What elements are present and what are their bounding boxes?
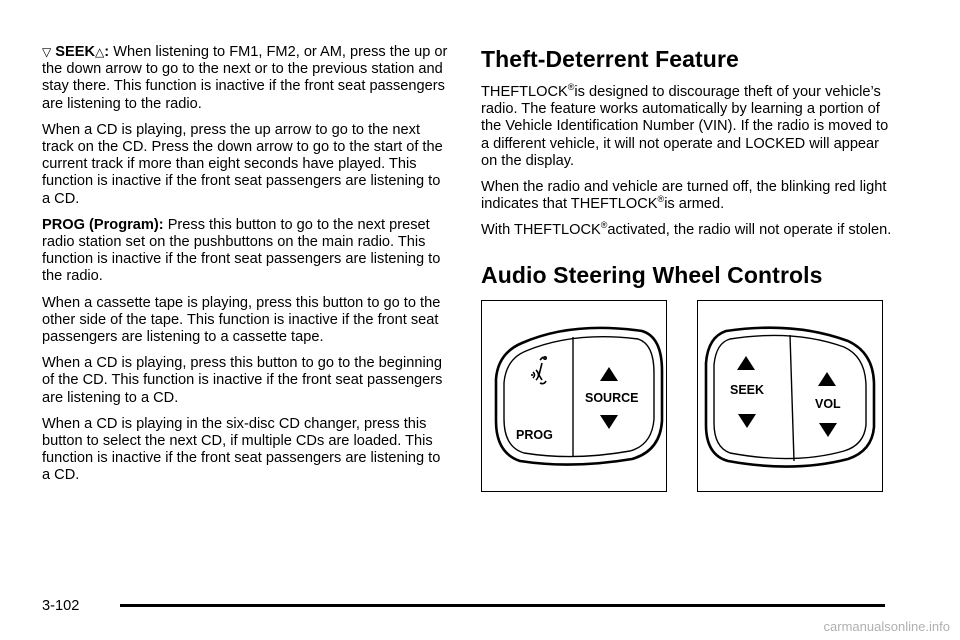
theftlock-text: is designed to discourage theft of your vehicle’s radio. The feature works automatically by learning a portion of the Vehicle Identification Number (VIN). If the radio is moved to a different vehicle, it will not operate and LOCKED will appear on the display. xyxy=(481,84,889,169)
blinking-light-paragraph xyxy=(481,179,893,213)
theftlock-paragraph xyxy=(481,84,893,170)
source-up-arrow-icon xyxy=(600,367,618,381)
seek-colon: : xyxy=(104,44,110,60)
right-control-pad-illustration xyxy=(698,301,882,491)
source-button-label: SOURCE xyxy=(585,390,639,405)
prog-text: Press this button to go to the next preset radio station set on the pushbuttons on the main radio. This function is inactive if the front seat passengers are listening to the radio. xyxy=(42,216,441,285)
prog-paragraph xyxy=(42,217,450,286)
registered-mark: ® xyxy=(567,82,575,92)
seek-paragraph xyxy=(42,44,450,113)
left-control-pad-illustration xyxy=(482,301,666,491)
seek-label: SEEK xyxy=(55,44,96,60)
seek-up-arrow-icon xyxy=(737,356,755,370)
theftlock-term: THEFTLOCK xyxy=(481,84,568,100)
seek-button-label: SEEK xyxy=(730,382,765,397)
blinking-light-text: When the radio and vehicle are turned off, the blinking red light indicates that THEFTLOCK xyxy=(481,179,887,213)
seek-down-arrow-icon xyxy=(738,414,756,428)
steering-controls-figures xyxy=(481,300,893,500)
changer-paragraph: When a CD is playing in the six-disc CD changer, press this button to select the next CD, if multiple CDs are loaded. This function is inactive if the front seat passengers are listening to a CD. xyxy=(42,415,441,484)
registered-mark: ® xyxy=(600,220,608,231)
seek-up-arrow-icon: △ xyxy=(95,45,105,59)
audio-controls-heading: Audio Steering Wheel Controls xyxy=(481,261,823,288)
seek-text: When listening to FM1, FM2, or AM, press the up or the down arrow to go to the next or to the previous station and stay there. This function is inactive if the front seat passengers are listening to the radio. xyxy=(42,44,448,112)
activated-text: activated, the radio will not operate if stolen. xyxy=(607,222,892,239)
cassette-paragraph: When a cassette tape is playing, press this button to go to the other side of the tape. This function is inactive if the front seat passengers are listening to a cassette tape. xyxy=(42,294,441,346)
cd-seek-paragraph: When a CD is playing, press the up arrow to go to the next track on the CD. Press the down arrow to go to the start of the current track if more than eight seconds have played. This function is inactive if the front seat passengers are listening to a CD. xyxy=(42,121,443,207)
volume-button-label: VOL xyxy=(815,396,841,411)
prog-button-label: PROG xyxy=(516,427,553,442)
right-column xyxy=(481,46,893,500)
volume-up-arrow-icon xyxy=(818,372,836,386)
armed-text: is armed. xyxy=(664,196,725,213)
voice-recognition-icon xyxy=(531,356,546,383)
activated-term: With THEFTLOCK xyxy=(481,222,601,239)
footer-rule xyxy=(120,604,885,607)
registered-mark: ® xyxy=(657,194,665,205)
source-down-arrow-icon xyxy=(600,415,618,429)
theft-deterrent-heading: Theft-Deterrent Feature xyxy=(481,46,739,72)
prog-label: PROG (Program): xyxy=(42,216,164,233)
left-control-pad-figure xyxy=(481,300,667,492)
page-number: 3-102 xyxy=(42,598,80,614)
watermark: carmanualsonline.info xyxy=(823,619,950,634)
activated-paragraph xyxy=(481,222,893,239)
seek-down-arrow-icon: ▽ xyxy=(42,45,52,59)
left-column xyxy=(42,44,450,494)
cd-prog-paragraph: When a CD is playing, press this button to go to the beginning of the CD. This function is inactive if the front seat passengers are listening to a CD. xyxy=(42,355,443,406)
volume-down-arrow-icon xyxy=(819,423,837,437)
right-control-pad-figure xyxy=(697,300,883,492)
